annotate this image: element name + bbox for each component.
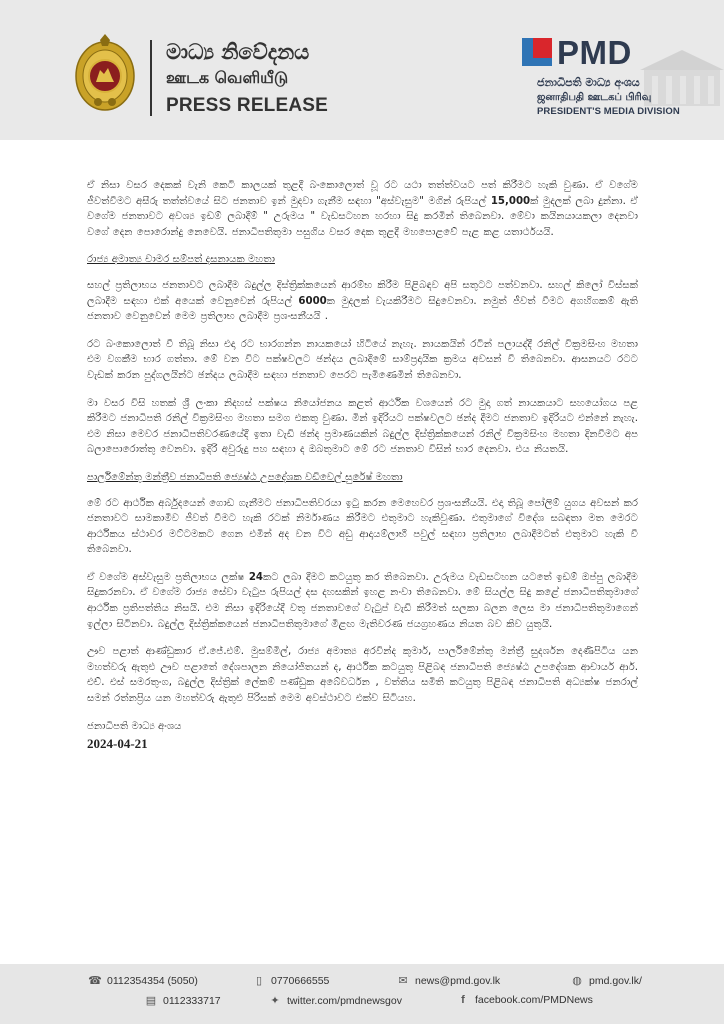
org-name-sinhala: ජනාධිපති මාධ්‍ය අංශය — [537, 76, 640, 89]
mobile-icon: ▯ — [255, 975, 263, 987]
paragraph-6-text-b: කට ලබා දීමට කටයුතු කර තිබෙනවා. උරුමය වැඩසටහන යටතේ ඉඩම් ඔප්පු ලබාදීම සිදුකරනවා. ඒ වගේම රාජ්‍ය සේවා වැටුප රුපියල් දස දහසකින් ඉහළ නංවා තිබෙනවා. මේ සියල්ල සිදු කළේ ජනාධිපතිතුමාගේ ආර්ථික ප්‍රතිපත්තිය නිසයි. එම නිසා ඉදිරියේදී වතු ජනතාවගේ වැටුප් වැඩි කිරීමත් සලකා බලන ලෙස මා ජනාධිපතිතුමාගෙන් ඉල්ලා සිටිනවා. බදුල්ල දිස්ත්‍රික්කයෙන් ජනාධිපතිතුමාගේ මීළඟ මැතිවරණ ජයග්‍රහණය නියත බව කිව යුතුයි. — [87, 571, 639, 630]
paragraph-1-amount: 15,000 — [490, 195, 531, 207]
paragraph-4: මා වසර විසි හතක් ශ්‍රී ලංකා නිදහස් පක්ෂය නියෝජනය කළත් ආර්ථික වශයෙන් රට මුදා ගත් නායකයාට සහයෝගය පළ කිරීමට ජනාධිපති රනිල් වික්‍රමසිංහ මහතා සමග එකතු වුණා. මින් ඉදිරියට පක්ෂවලට ඡන්ද දීමට ජනතාව ඉදිරියට එන්නේ නැහැ. එම නිසා මෙවර ජනාධිපතිවරණයේදී ඉතා වැඩි ඡන්ද ප්‍රමාණයකින් බදුල්ල දිස්ත්‍රික්කයෙන් රනිල් වික්‍රමසිංහ මහතා දිනවීමට අප බලාපොරොත්තු වෙනවා. ඉදිරි අවුරුදු පහ සඳහා ද ඔබතුමාට මේ රට ජනතාව විසින් භාර දෙනවා. එය නියතයි. — [87, 397, 638, 456]
release-date: 2024-04-21 — [87, 736, 148, 752]
paragraph-2-text-a: සහල් ප්‍රතිලාභය ජනතාවට ලබාදීම බදුල්ල දිස්ත්‍රික්කයෙන් ආරම්භ කිරීම පිළිබඳව අපි සතුටට පත්වනවා. සහල් කිලෝ විස්සක් ලබාදීම සඳහා එක් අයෙක් වෙනුවෙන් රුපියල් — [87, 279, 638, 307]
footer-facebook[interactable] — [456, 994, 593, 1006]
footer-email-text: news@pmd.gov.lk — [415, 975, 501, 987]
title-english: PRESS RELEASE — [166, 95, 329, 116]
paragraph-1 — [87, 178, 638, 240]
twitter-icon: ✦ — [270, 995, 280, 1007]
footer-email[interactable] — [396, 974, 500, 987]
paragraph-3: රට බංකොලොත් වී තිබූ නිසා එදා රට භාරගන්න නායකයෝ හිටියේ නැහැ. නායකයින් රටින් පලායද්දී රනිල් වික්‍රමසිංහ මහතා එම වගකීම භාර ගත්තා. මේ වන විට පක්ෂවලට ඡන්දය ලබාදීමේ සාම්ප්‍රදායික ක්‍රමය අවසන් වී තිබෙනවා. ආසනයට රටට වැඩක් කරන පුද්ගලයින්ට ඡන්දය ලබාදීම සඳහා ජනතාව පෙරට පැමිණෙමින් තිබෙනවා. — [87, 338, 638, 381]
footer-facebook-text: facebook.com/PMDNews — [475, 994, 593, 1006]
press-release-body — [87, 178, 638, 752]
pmd-logo — [522, 34, 652, 72]
subheading-1: රාජ්‍ය අමාත්‍ය චාමර සම්පත් දසනායක මහතා — [87, 254, 275, 266]
footer-mobile-text: 0770666555 — [271, 975, 330, 987]
org-name-tamil: ஜனாதிபதி ஊடகப் பிரிவு — [537, 92, 652, 103]
footer-fax-text: 0112333717 — [163, 995, 221, 1007]
paragraph-2 — [87, 278, 638, 325]
paragraph-6-text-a: ඒ වගේම අස්වැසුම ප්‍රතිලාභය ලක්ෂ — [87, 571, 245, 583]
footer-twitter[interactable] — [268, 994, 402, 1007]
footer-website[interactable] — [570, 974, 642, 987]
fax-icon: ▤ — [145, 995, 157, 1007]
header-divider — [150, 40, 152, 116]
footer-phone-text: 0112354354 (5050) — [107, 975, 198, 987]
header — [0, 0, 724, 140]
facebook-icon: f — [461, 994, 465, 1006]
paragraph-1-text-b: ක් මුදලක් ලබා දුන්නා. ඒ වගේම ජනතාවට අවශ්‍ය ඉඩම් ලබාදීම් " උරුමය " වැඩසටහන හරහා සිදු කරමින් තිබෙනවා. මේවා කයිනයායකලා දෙනවා වගේ දෙන පොරොන්දු නෙවෙයි. ජනාධිපතිතුමා පසුගිය වසර දෙක තුළදී මහපොළවේ පැළ කළ යතාර්ථයයි. — [87, 195, 638, 238]
footer-fax[interactable] — [144, 994, 221, 1007]
paragraph-7: ඌව පළාත් ආණ්ඩුකාර ඒ.ජේ.එම්. මුසම්මිල්, රාජ්‍ය අමාත්‍ය අරවින්ද කුමාර්, පාර්ලිමේන්තු මන්ත්‍රී සුදර්ශන දෙණිපිටිය යන මහත්වරු ඇතුළු ඌව පළාතේ දේශපාලන නියෝජිතයන් ද, ආර්ථික කටයුතු පිළිබඳ ජනාධිපති ජ්‍යෙෂ්ඨ උපදේශක ආචාර්ය ආර්. එච්. එස් සමරතුංග, බදුල්ල දිස්ත්‍රික් ලේකම් පණ්ඩුක අබේවර්ධන , වත්තිය සමිති කටයුතු පිළිබඳ ජනාධිපති අධ්‍යක්ෂ ජනරාල් සමන් රත්නප්‍රිය යන මහත්වරු ඇතුළු පිරිසක් මෙම අවස්ථාවට එක්ව සිටියහ. — [87, 646, 638, 705]
paragraph-2-text-b: ක මුදලක් වැයකිරීමට සිදුවෙනවා. නමුත් ජීවත් වීමට අගහිගකම් ඇති ජනතාව වෙනුවෙන් මෙම ප්‍රතිලාභ ලබාදීම ප්‍රශංසනීයයි . — [87, 295, 638, 323]
paragraph-5: මේ රට ආර්ථික අර්බුදයෙන් ගොඩ ගැනීමට ජනාධිපතිවරයා ඉටු කරන මෙහෙවර ප්‍රශංසනීයයි. එදා තිබූ පෝලිම් යුගය අවසන් කර ජනතාවට සාමකාමීව ජීවත් වීමට හැකි රටක් නිර්මාණය කිරීමට එතුමාට හැකිවුණා. එතුමාගේ විදේශ සබඳතා මත මෙරට ආර්ථිකය ස්ථාවර මට්ටමකට ගෙන එමින් අද වන විට අඩු ආදායම්ලාභී පවුල් සඳහා ප්‍රතිලාභ ලබාදීමටත් එතුමාට හැකි වී තිබෙනවා. — [87, 497, 638, 556]
building-watermark-icon — [640, 40, 724, 110]
footer-twitter-text: twitter.com/pmdnewsgov — [287, 995, 402, 1007]
footer-website-text: pmd.gov.lk/ — [589, 975, 642, 987]
footer-mobile[interactable] — [252, 974, 329, 987]
footer — [0, 964, 724, 1024]
pmd-logo-red-mark — [533, 38, 552, 58]
signature: ජනාධිපති මාධ්‍ය අංශය — [87, 720, 182, 732]
org-name-english: PRESIDENT'S MEDIA DIVISION — [537, 106, 680, 117]
subheading-2: පාර්ලිමේන්තු මන්ත්‍රීව ජනාධිපති ජ්‍යෙෂ්ඨ උපදේශක වඩිවෙල් සුරේෂ් මහතා — [87, 471, 403, 483]
paragraph-1-text-a: ඒ නිසා වසර දෙකක් වැනි කෙටි කාලයක් තුළදී බංකොලොත් වූ රට යථා තත්ත්වයට පත් කිරීමට හැකි වුණා. ඒ වගේම ජීවත්වීමට අසීරු තත්ත්වයේ සිට ජනතාව ඉන් මුදවා ගැනීම සඳහා "අස්වැසුම" මගින් රුපියල් — [87, 180, 638, 207]
globe-icon: ◍ — [572, 975, 582, 987]
sri-lanka-emblem-icon — [74, 34, 136, 114]
paragraph-6-amount: 24 — [248, 571, 264, 583]
paragraph-6 — [87, 570, 638, 632]
paragraph-2-amount: 6000 — [298, 295, 327, 307]
title-tamil: ஊடக வெளியீடு — [166, 68, 289, 87]
pmd-logo-text: PMD — [557, 34, 632, 71]
phone-icon: ☎ — [88, 975, 102, 987]
footer-phone[interactable] — [88, 974, 198, 987]
email-icon: ✉ — [398, 975, 408, 987]
title-sinhala: මාධ්‍ය නිවේදනය — [166, 40, 310, 64]
